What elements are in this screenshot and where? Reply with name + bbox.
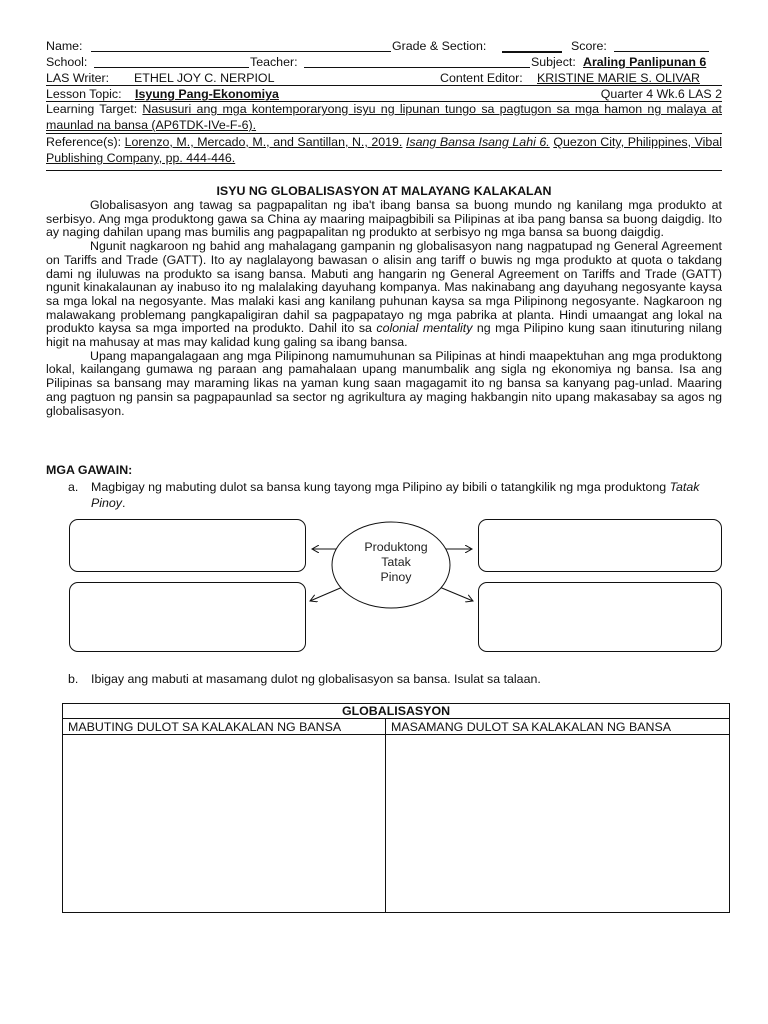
answer-box-top-left[interactable] (69, 519, 306, 572)
reference-publisher: Quezon City, Philippines, Vibal Publishing Company, pp. 444-446. (46, 135, 722, 165)
arrow-bottom-right (437, 586, 473, 601)
answer-box-bottom-left[interactable] (69, 582, 306, 652)
school-label: School: (46, 55, 88, 69)
quarter-label: Quarter 4 Wk.6 LAS 2 (600, 87, 722, 101)
arrow-bottom-left (310, 586, 345, 601)
editor-value: KRISTINE MARIE S. OLIVAR (537, 71, 700, 85)
center-label-line-1: Produktong (364, 540, 428, 554)
learning-target (46, 101, 722, 133)
article-title: ISYU NG GLOBALISASYON AT MALAYANG KALAKALAN (216, 184, 552, 198)
editor-label: Content Editor: (440, 71, 523, 85)
teacher-blank[interactable] (304, 55, 530, 68)
activity-a-instruction: Magbigay ng mabuting dulot sa bansa kung tayong mga Pilipino ay bibili o tatangkilik ng mga produktong (91, 480, 667, 494)
header-divider (46, 170, 722, 171)
article-body (46, 199, 722, 418)
reference-label: Reference(s): (46, 135, 122, 149)
reference (46, 134, 722, 166)
teacher-label: Teacher: (250, 55, 298, 69)
activities-heading: MGA GAWAIN: (46, 463, 133, 477)
subject-label: Subject: (531, 55, 576, 69)
activity-a-period: . (122, 496, 126, 510)
paragraph-3: Upang mapangalagaan ang mga Pilipinong namumuhunan sa Pilipinas at hindi maapektuhan ang mga produktong lokal, kailangang gumawa ng paraan ang pamahalaan upang manumbalik ang sigla ng ekonomiya ng bansa. Isa ang Pilipinas sa bansang may maraming likas na yaman kung saan magagamit ito ng bansa sa kanyang pag-unlad. Maaring ang pagtuon ng pansin sa pagpapaunlad sa sector ng agrikultura ay maging hakbangin nito upang makasabay sa agos ng globalisasyon. (46, 348, 722, 418)
center-label-line-3: Pinoy (380, 570, 412, 584)
name-blank[interactable] (91, 39, 391, 52)
paragraph-1: Globalisasyon ang tawag sa pagpapalitan ng iba't ibang bansa sa buong mundo ng kanilang mga produkto at serbisyo. Ang mga produktong gawa sa China ay maaring maipagbibili sa Pilipinas at iba pang bansa sa buong daigdig. Ito ay naging dahilan upang mas bumilis ang pagpapalitan ng produkto at serbisyo ng mga bansa sa buong daigdig. (46, 198, 722, 240)
answer-box-bottom-right[interactable] (478, 582, 722, 652)
activity-a-emphasis: Tatak Pinoy (91, 480, 700, 510)
target-label: Learning Target: (46, 102, 138, 116)
grade-label: Grade & Section: (392, 39, 487, 53)
good-effects-cell[interactable] (63, 735, 386, 913)
column-header-bad: MASAMANG DULOT SA KALAKALAN NG BANSA (386, 719, 730, 735)
topic-value: Isyung Pang-Ekonomiya (135, 87, 279, 101)
activity-b-text: Ibigay ang mabuti at masamang dulot ng globalisasyon sa bansa. Isulat sa talaan. (91, 672, 541, 686)
globalisasyon-table (62, 703, 730, 913)
reference-title: Isang Bansa Isang Lahi 6. (405, 135, 550, 149)
paragraph-2-text-end: ng mga Pilipino kung saan itinuturing nilang higit na mahusay at mas may kalidad kung galing sa ibang bansa. (46, 321, 722, 350)
name-label: Name: (46, 39, 83, 53)
activity-b-letter: b. (68, 672, 79, 686)
writer-value: ETHEL JOY C. NERPIOL (134, 71, 275, 85)
answer-box-top-right[interactable] (478, 519, 722, 572)
target-value: Nasusuri ang mga kontemporaryong isyu ng lipunan tungo sa pagtugon sa mga hamon ng malaya at maunlad na bansa (AP6TDK-IVe-F-6). (46, 102, 722, 132)
paragraph-2-text: Ngunit nagkaroon ng bahid ang mahalagang gampanin ng globalisasyon nang nagpatupad ng General Agreement on Tariffs and Trade (GATT). Ito ay naglalayong bawasan o alisin ang tariff o buwis ng mga produkto at quota o takdang dami ng iluluwas na produkto sa isang bansa. Mabuti ang hangarin ng General Agreement on Tariffs and Trade (GATT) ngunit kinakalaunan ay inabuso ito ng malalaking dayuhang kompanya. Mas nakinabang ang dayuhang negosyante kaysa sa mga lokal na negosyante. Mas malaki kasi ang kanilang puhunan kaysa sa mga Pilipinong negosyante. Nagkaroon ng malawakang problemang pangkapaligiran dahil sa pagpapatayo ng mga pabrika at planta. Hindi umaangat ang lokal na produkto kaysa sa mga imported na produkto. Dahil ito sa (46, 239, 722, 336)
reference-authors: Lorenzo, M., Mercado, M., and Santillan, N., 2019. (124, 135, 403, 149)
paragraph-2 (46, 240, 722, 350)
center-label-line-2: Tatak (381, 555, 411, 569)
school-blank[interactable] (94, 55, 249, 68)
score-blank[interactable] (614, 39, 709, 52)
score-label: Score: (571, 39, 607, 53)
table-title: GLOBALISASYON (63, 704, 730, 719)
paragraph-2-emphasis: colonial mentality (376, 321, 473, 336)
activity-a-text (91, 479, 711, 511)
topic-label: Lesson Topic: (46, 87, 122, 101)
writer-label: LAS Writer: (46, 71, 110, 85)
activity-a-letter: a. (68, 480, 79, 494)
grade-blank[interactable] (502, 39, 562, 53)
column-header-good: MABUTING DULOT SA KALAKALAN NG BANSA (63, 719, 386, 735)
bad-effects-cell[interactable] (386, 735, 730, 913)
subject-value: Araling Panlipunan 6 (583, 55, 707, 69)
